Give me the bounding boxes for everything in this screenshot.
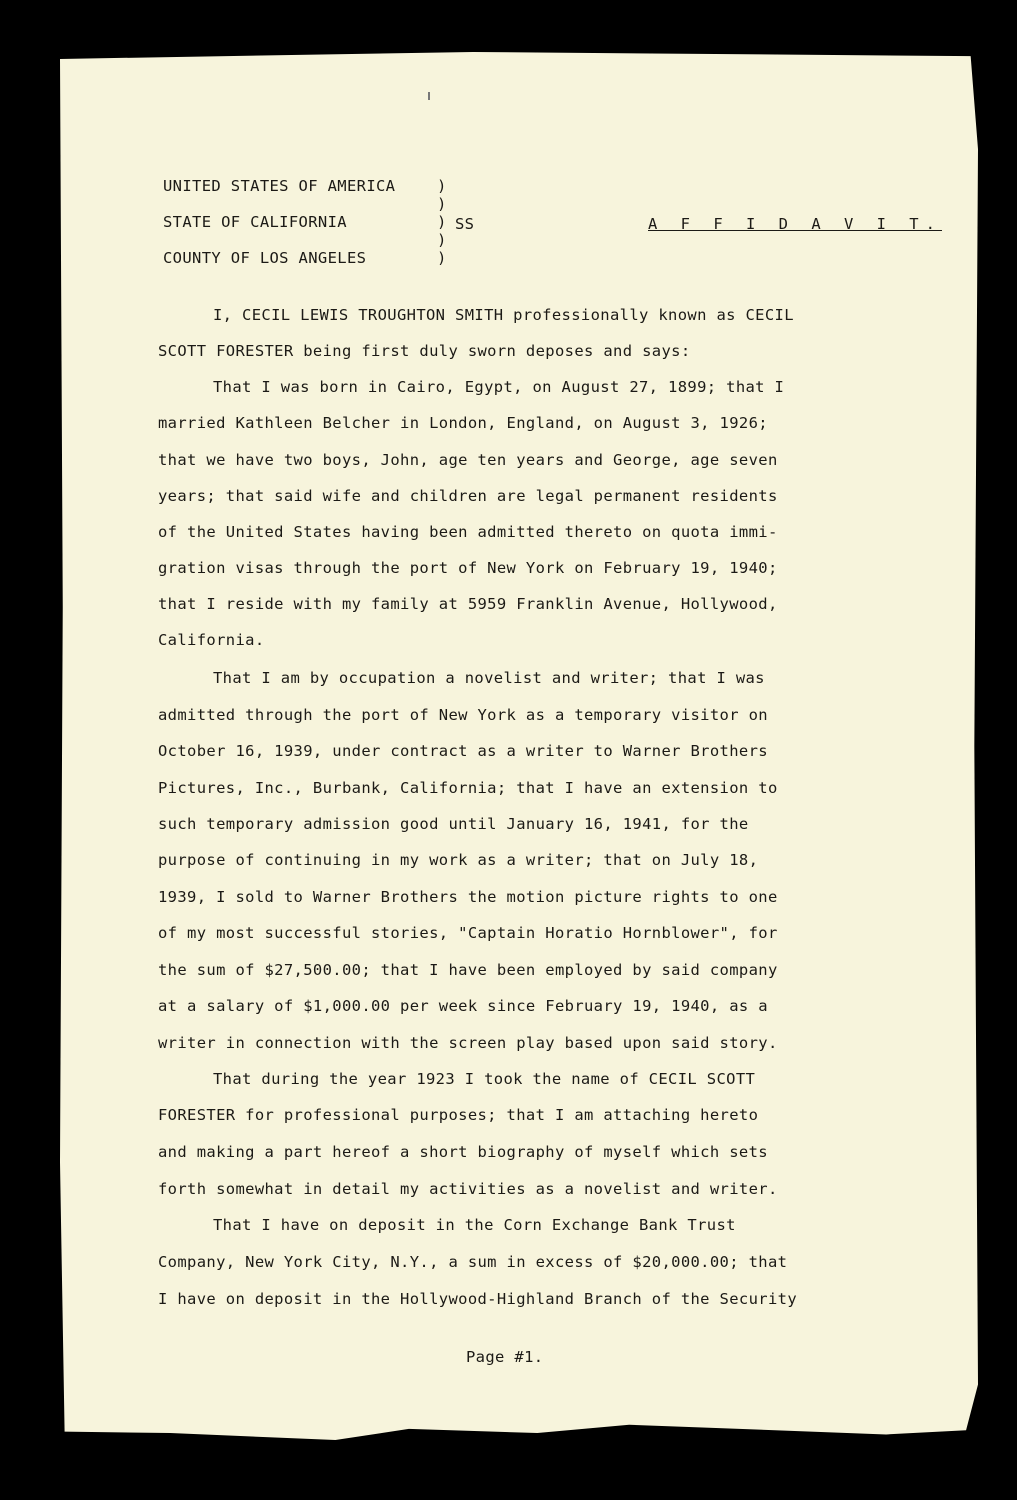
body-line: that we have two boys, John, age ten years and George, age seven [158,451,778,469]
body-line: That during the year 1923 I took the name of CECIL SCOTT [213,1070,756,1088]
body-line: Company, New York City, N.Y., a sum in excess of $20,000.00; that [158,1253,788,1271]
body-line: years; that said wife and children are legal permanent residents [158,487,778,505]
body-line: such temporary admission good until January 16, 1941, for the [158,815,749,833]
body-line: I have on deposit in the Hollywood-Highland Branch of the Security [158,1290,797,1308]
body-line: California. [158,631,265,649]
body-line: the sum of $27,500.00; that I have been employed by said company [158,961,778,979]
body-line: writer in connection with the screen play based upon said story. [158,1034,778,1052]
caption-line-state: STATE OF CALIFORNIA [163,213,347,231]
body-line: of the United States having been admitted thereto on quota immi- [158,523,778,541]
page-number: Page #1. [466,1348,544,1366]
paper-mark [428,92,430,100]
body-line: SCOTT FORESTER being first duly sworn deposes and says: [158,342,691,360]
body-line: purpose of continuing in my work as a writer; that on July 18, [158,851,759,869]
caption-bracket: ) [437,177,447,195]
caption-ss: SS [455,215,475,233]
caption-bracket: ) [437,249,447,267]
document-title: A F F I D A V I T. [648,215,942,233]
caption-bracket: ) [437,231,447,249]
body-line: married Kathleen Belcher in London, England, on August 3, 1926; [158,414,768,432]
caption-line-country: UNITED STATES OF AMERICA [163,177,396,195]
body-line: gration visas through the port of New York on February 19, 1940; [158,559,778,577]
body-line: October 16, 1939, under contract as a writer to Warner Brothers [158,742,768,760]
body-line: that I reside with my family at 5959 Franklin Avenue, Hollywood, [158,595,778,613]
body-line: I, CECIL LEWIS TROUGHTON SMITH professionally known as CECIL [213,306,794,324]
caption-bracket: ) [437,195,447,213]
body-line: admitted through the port of New York as a temporary visitor on [158,706,768,724]
body-line: at a salary of $1,000.00 per week since February 19, 1940, as a [158,997,768,1015]
caption-line-county: COUNTY OF LOS ANGELES [163,249,367,267]
caption-bracket: ) [437,213,447,231]
body-line: FORESTER for professional purposes; that I am attaching hereto [158,1106,759,1124]
body-line: Pictures, Inc., Burbank, California; that I have an extension to [158,779,778,797]
body-line: That I am by occupation a novelist and writer; that I was [213,669,765,687]
body-line: That I was born in Cairo, Egypt, on August 27, 1899; that I [213,378,785,396]
body-line: of my most successful stories, "Captain Horatio Hornblower", for [158,924,778,942]
body-line: That I have on deposit in the Corn Exchange Bank Trust [213,1216,736,1234]
body-line: forth somewhat in detail my activities as a novelist and writer. [158,1180,778,1198]
body-line: and making a part hereof a short biography of myself which sets [158,1143,768,1161]
body-line: 1939, I sold to Warner Brothers the motion picture rights to one [158,888,778,906]
